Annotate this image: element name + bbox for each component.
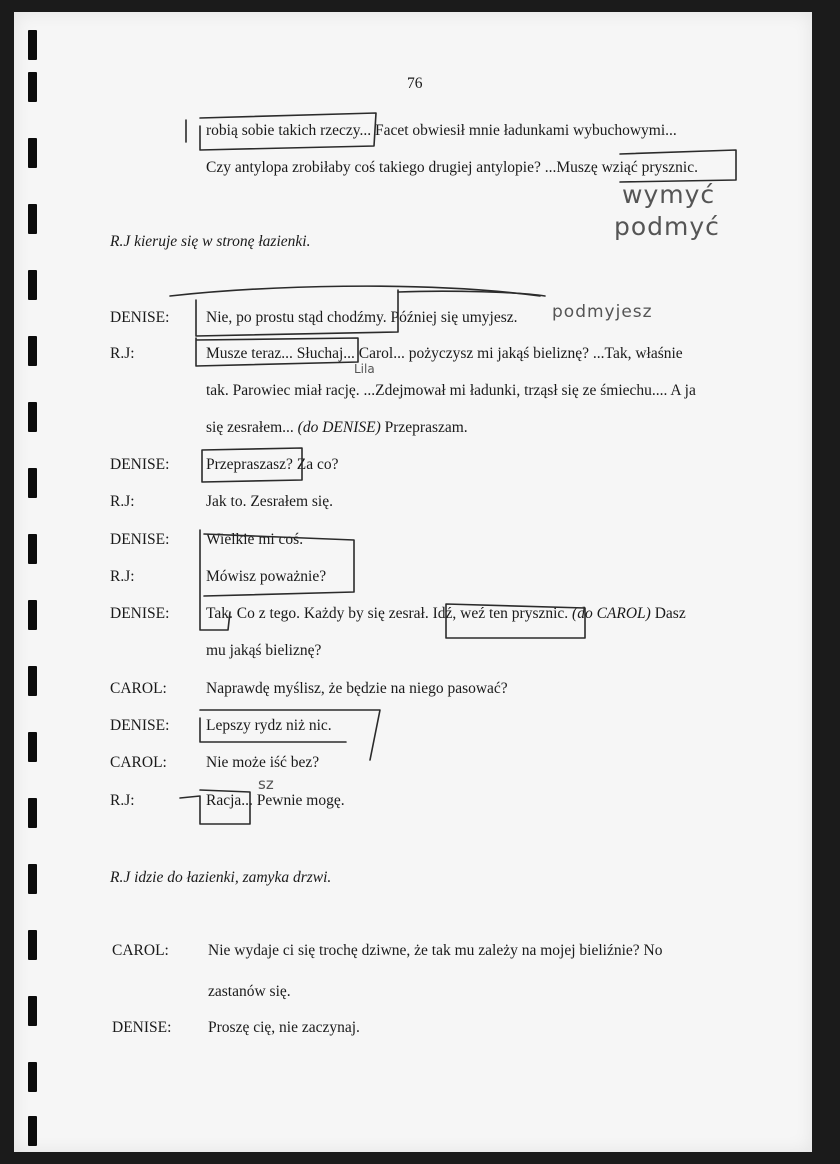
binding-hole (28, 732, 37, 762)
speaker-label: DENISE: (112, 1019, 172, 1036)
dialogue-text: Lepszy rydz niż nic. (206, 717, 332, 734)
handwritten-note: Lila (354, 362, 375, 376)
dialogue-text (206, 418, 468, 438)
binding-hole (28, 270, 37, 300)
stage-direction: R.J idzie do łazienki, zamyka drzwi. (110, 869, 332, 886)
binding-hole (28, 468, 37, 498)
dialogue-text: mu jakąś bieliznę? (206, 642, 322, 659)
inline-direction: (do DENISE) (297, 419, 381, 436)
speaker-label: R.J: (110, 493, 135, 510)
dialogue-text: Czy antylopa zrobiłaby coś takiego drugiej antylopie? ...Muszę wziąć prysznic. (206, 159, 698, 176)
dialogue-text: Naprawdę myślisz, że będzie na niego pasować? (206, 680, 508, 697)
dialogue-segment: Dasz (650, 605, 686, 622)
dialogue-segment: się zesrałem... (206, 419, 298, 436)
speaker-label: CAROL: (112, 942, 169, 959)
speaker-label: R.J: (110, 345, 135, 362)
binding-holes (28, 30, 42, 1150)
dialogue-text: Nie wydaje ci się trochę dziwne, że tak mu zależy na mojej bieliźnie? No (208, 942, 663, 959)
binding-hole (28, 138, 37, 168)
speaker-label: DENISE: (110, 531, 170, 548)
binding-hole (28, 600, 37, 630)
speaker-label: CAROL: (110, 680, 167, 697)
binding-hole (28, 30, 37, 60)
dialogue-text: Proszę cię, nie zaczynaj. (208, 1019, 360, 1036)
stage-direction: R.J kieruje się w stronę łazienki. (110, 233, 311, 250)
dialogue-text: Wielkie mi coś. (206, 531, 304, 548)
binding-hole (28, 996, 37, 1026)
speaker-label: R.J: (110, 568, 135, 585)
dialogue-text: Nie może iść bez? (206, 754, 320, 771)
binding-hole (28, 72, 37, 102)
binding-hole (28, 1116, 37, 1146)
dialogue-text: tak. Parowiec miał rację. ...Zdejmował mi ładunki, trząsł się ze śmiechu.... A ja (206, 382, 696, 399)
dialogue-text: Mówisz poważnie? (206, 568, 327, 585)
speaker-label: DENISE: (110, 717, 170, 734)
binding-hole (28, 402, 37, 432)
speaker-label: DENISE: (110, 309, 170, 326)
binding-hole (28, 534, 37, 564)
binding-hole (28, 930, 37, 960)
inline-direction: (do CAROL) (572, 605, 651, 622)
binding-hole (28, 1062, 37, 1092)
dialogue-text: zastanów się. (208, 983, 291, 1000)
dialogue-segment: Tak. Co z tego. Każdy by się zesrał. Idź, weź ten prysznic. (206, 605, 573, 622)
speaker-label: CAROL: (110, 754, 167, 771)
speaker-label: DENISE: (110, 456, 170, 473)
dialogue-text: Musze teraz... Słuchaj... Carol... pożyczysz mi jakąś bieliznę? ...Tak, właśnie (206, 345, 683, 362)
handwritten-note: podmyć (614, 212, 720, 241)
speaker-label: DENISE: (110, 605, 170, 622)
binding-hole (28, 798, 37, 828)
dialogue-text: Nie, po prostu stąd chodźmy. Później się umyjesz. (206, 309, 518, 326)
dialogue-text: Jak to. Zesrałem się. (206, 493, 333, 510)
dialogue-segment: Przepraszam. (380, 419, 468, 436)
handwritten-note: wymyć (622, 180, 716, 209)
dialogue-text: robią sobie takich rzeczy... Facet obwiesił mnie ładunkami wybuchowymi... (206, 122, 677, 139)
dialogue-text: Racja... Pewnie mogę. (206, 792, 345, 809)
binding-hole (28, 666, 37, 696)
binding-hole (28, 864, 37, 894)
binding-hole (28, 204, 37, 234)
handwritten-note: podmyjesz (552, 302, 653, 322)
binding-hole (28, 336, 37, 366)
dialogue-text: Przepraszasz? Za co? (206, 456, 339, 473)
handwritten-note: sz (258, 775, 274, 793)
dialogue-text (206, 604, 686, 624)
speaker-label: R.J: (110, 792, 135, 809)
page-number: 76 (407, 75, 423, 92)
